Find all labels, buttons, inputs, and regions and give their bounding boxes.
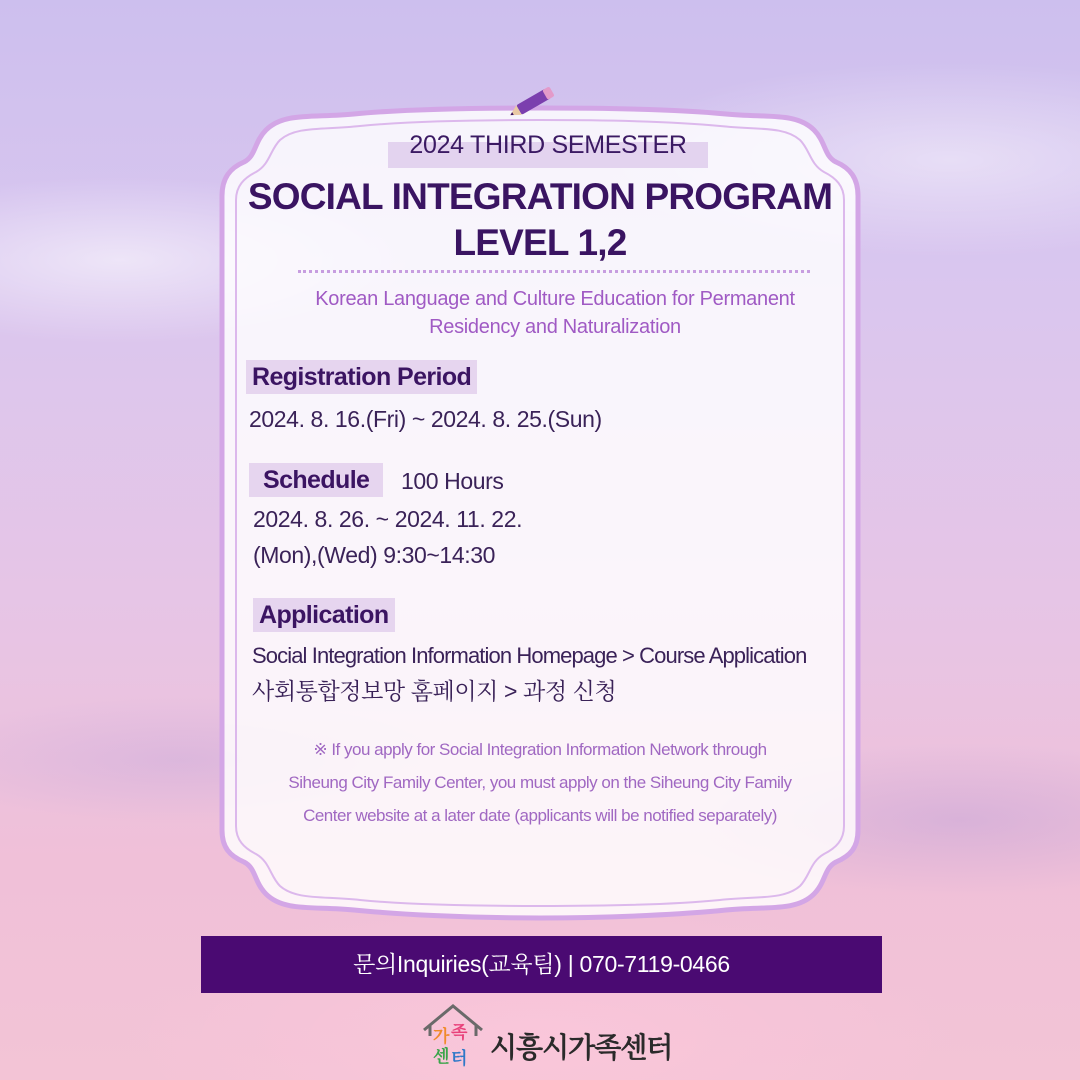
application-note	[248, 733, 832, 832]
dotted-divider	[298, 270, 810, 273]
title-line-2: LEVEL 1,2	[453, 222, 627, 263]
logo-char-3: 센	[433, 1047, 450, 1067]
subtitle	[270, 285, 840, 341]
logo-char-1: 가	[433, 1027, 450, 1047]
house-logo-icon	[420, 1002, 486, 1072]
schedule-dates: 2024. 8. 26. ~ 2024. 11. 22.	[253, 506, 523, 532]
page-title	[240, 174, 840, 266]
title-line-1: SOCIAL INTEGRATION PROGRAM	[247, 176, 833, 217]
center-name: 시흥시가족센터	[490, 1032, 673, 1063]
registration-period-label: Registration Period	[246, 360, 477, 394]
inquiry-bar: 문의Inquiries(교육팀) | 070-7119-0466	[201, 936, 882, 993]
note-line-1: ※ If you apply for Social Integration Information Network through	[313, 740, 767, 759]
application-path-en: Social Integration Information Homepage > Course Application	[252, 643, 807, 668]
logo-char-4: 터	[451, 1049, 468, 1069]
schedule-label: Schedule	[249, 463, 383, 497]
pencil-icon	[505, 82, 563, 122]
subtitle-line-2: Residency and Naturalization	[429, 316, 681, 338]
note-line-2: Siheung City Family Center, you must apply on the Siheung City Family	[288, 773, 792, 792]
semester-label: 2024 THIRD SEMESTER	[409, 131, 687, 159]
note-line-3: Center website at a later date (applicants will be notified separately)	[303, 806, 777, 825]
subtitle-line-1: Korean Language and Culture Education for Permanent	[315, 288, 795, 310]
schedule-days-time: (Mon),(Wed) 9:30~14:30	[253, 542, 495, 568]
application-path-ko: 사회통합정보망 홈페이지 > 과정 신청	[252, 678, 617, 704]
schedule-hours: 100 Hours	[401, 468, 504, 494]
logo-char-2: 족	[451, 1023, 468, 1043]
center-logo	[420, 1002, 673, 1072]
registration-dates: 2024. 8. 16.(Fri) ~ 2024. 8. 25.(Sun)	[249, 406, 602, 432]
application-label: Application	[253, 598, 395, 632]
